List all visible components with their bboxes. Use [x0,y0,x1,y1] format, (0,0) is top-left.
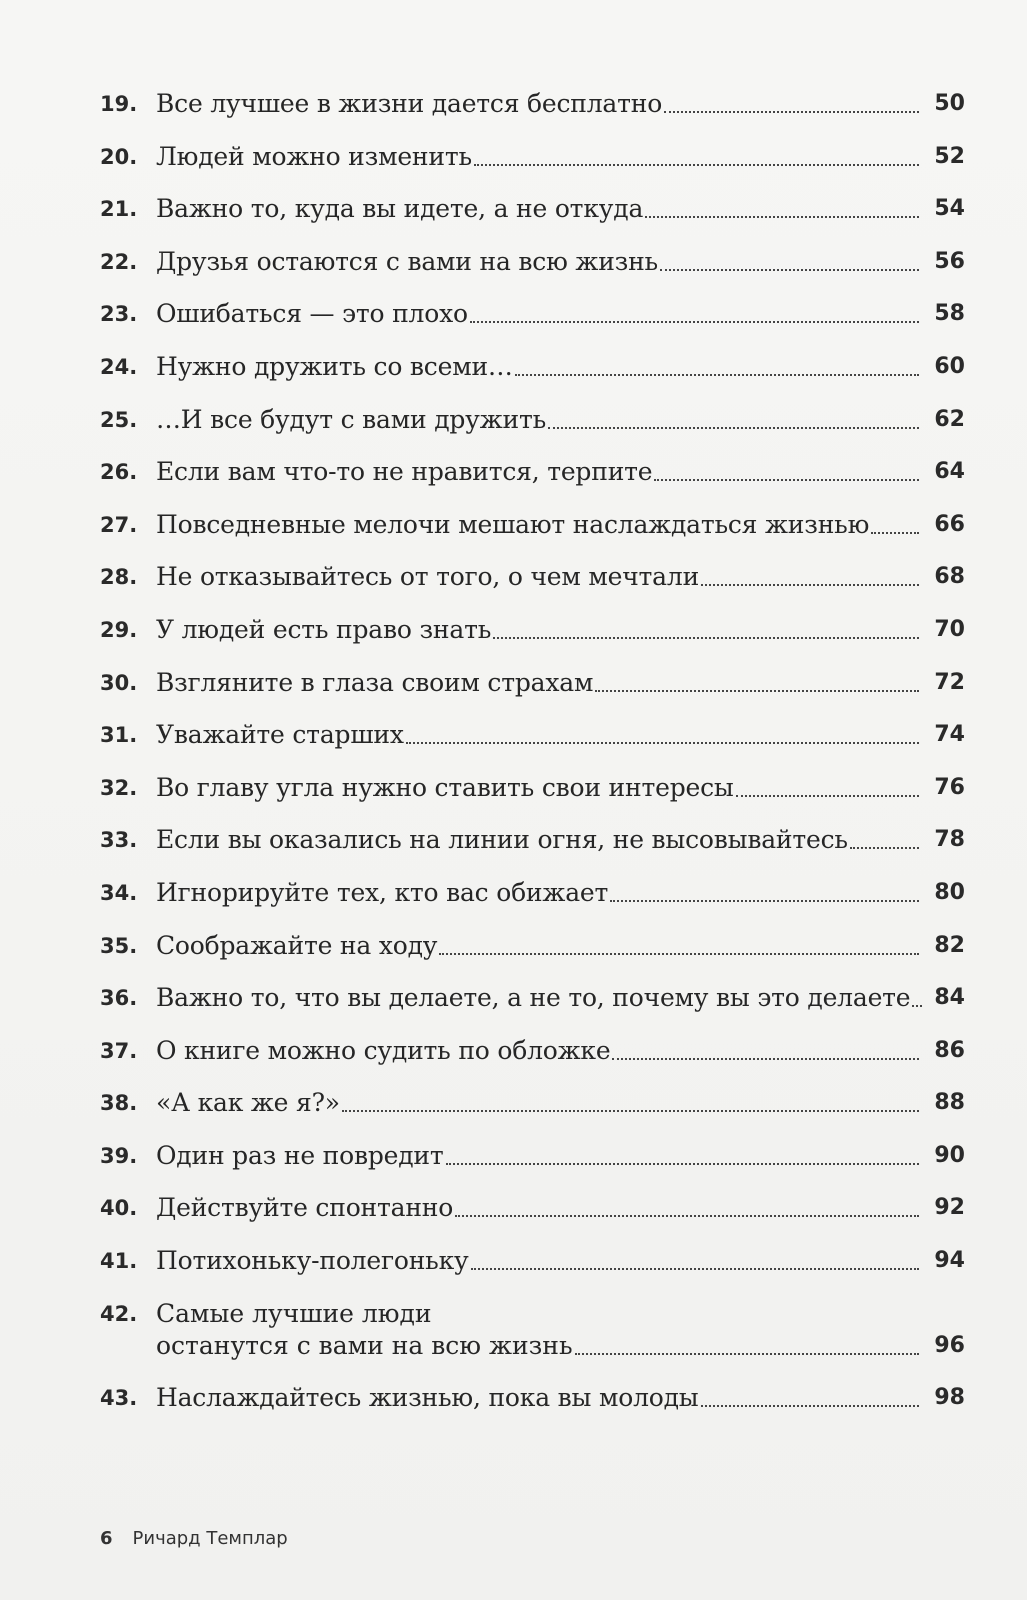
dot-leader [660,269,919,271]
toc-entry [100,982,965,1014]
toc-entry-title-wrap [156,1298,923,1362]
toc-entry-number: 42. [100,1301,138,1326]
toc-entry [100,877,965,909]
dot-leader [470,321,919,323]
toc-entry-number: 38. [100,1091,138,1116]
toc-entry-number: 22. [100,249,138,274]
toc-entry-number: 29. [100,617,138,642]
dot-leader [871,532,919,534]
toc-entry-title-wrap [156,772,923,804]
toc-entry-title-wrap [156,1192,923,1224]
toc-entry-page: 62 [934,406,965,432]
toc-entry-title-wrap [156,1245,923,1277]
dot-leader [474,164,919,166]
toc-entry-title-wrap [156,1382,923,1414]
toc-entry-title-wrap [156,1035,923,1067]
footer-page-number: 6 [100,1528,113,1549]
toc-entry-title-wrap [156,141,923,173]
toc-entry-page: 66 [934,511,965,537]
toc-entry-title-wrap [156,246,923,278]
toc-entry-number: 37. [100,1038,138,1063]
toc-entry-number: 25. [100,407,138,432]
toc-entry-title: Ошибаться — это плохо [156,299,468,329]
toc-entry-title-line: Самые лучшие люди [156,1298,432,1328]
dot-leader [912,1005,922,1007]
toc-entry [100,141,965,173]
toc-entry-title: Не отказывайтесь от того, о чем мечтали [156,562,700,592]
toc-entry-title: Если вам что-то не нравится, терпите [156,457,653,487]
toc-entry-title-wrap [156,930,923,962]
toc-entry-page: 54 [934,196,965,222]
toc-entry-number: 36. [100,986,138,1011]
toc-entry-title: Если вы оказались на линии огня, не высовывайтесь [156,825,848,855]
toc-entry [100,1382,965,1414]
toc-entry-title: Соображайте на ходу [156,930,438,960]
dot-leader [645,216,919,218]
toc-entry-page: 94 [934,1248,965,1274]
dot-leader [654,479,919,481]
toc-entry-title: Наслаждайтесь жизнью, пока вы молоды [156,1382,699,1412]
dot-leader [515,374,919,376]
toc-entry-number: 40. [100,1196,138,1221]
toc-entry-title: «А как же я?» [156,1088,340,1118]
dot-leader [342,1110,919,1112]
toc-entry [100,1035,965,1067]
toc-entry-title-wrap [156,614,923,646]
toc-entry-page: 92 [934,1195,965,1221]
dot-leader [701,584,919,586]
toc-entry-page: 86 [934,1037,965,1063]
toc-entry-title: Во главу угла нужно ставить свои интересы [156,772,734,802]
toc-entry-number: 23. [100,302,138,327]
toc-entry-title: Один раз не повредит [156,1140,444,1170]
toc-entry-title: У людей есть право знать [156,614,492,644]
toc-entry [100,772,965,804]
toc-entry [100,1298,965,1362]
toc-entry-number: 34. [100,880,138,905]
dot-leader [850,847,919,849]
toc-entry-number: 33. [100,828,138,853]
toc-entry-title: Все лучшее в жизни дается бесплатно [156,89,663,118]
dot-leader [446,1163,919,1165]
dot-leader [406,742,919,744]
dot-leader [548,427,919,429]
footer-author: Ричард Темплар [132,1528,288,1549]
toc-entry-number: 24. [100,354,138,379]
toc-entry-title: Друзья остаются с вами на всю жизнь [156,246,658,276]
toc-entry [100,351,965,383]
toc-entry-page: 84 [934,985,965,1011]
toc-entry-number: 21. [100,197,138,222]
page-footer [100,1528,288,1549]
toc-entry [100,509,965,541]
toc-entry-number: 35. [100,933,138,958]
toc-entry [100,404,965,436]
dot-leader [701,1405,920,1407]
toc-entry [100,456,965,488]
toc-entry-page: 88 [934,1090,965,1116]
toc-entry-title: Потихоньку-полегоньку [156,1246,469,1276]
toc-entry-title-wrap [156,877,923,909]
toc-entry [100,88,965,120]
toc-entry-page: 98 [934,1384,965,1410]
toc-entry [100,1087,965,1119]
toc-entry [100,667,965,699]
toc-entry-page: 96 [934,1332,965,1358]
toc-entry-page: 68 [934,564,965,590]
toc-entry-number: 43. [100,1385,138,1410]
toc-entry-title: Повседневные мелочи мешают наслаждаться жизнью [156,509,870,539]
toc-entry [100,824,965,856]
toc-entry-title: О книге можно судить по обложке [156,1035,611,1065]
toc-entry-number: 19. [100,92,138,116]
toc-entry-title: Действуйте спонтанно [156,1193,454,1223]
toc-entry-number: 32. [100,775,138,800]
toc-entry-page: 64 [934,459,965,485]
toc-entry-page: 80 [934,879,965,905]
toc-entry-page: 60 [934,353,965,379]
toc-entry-title: Уважайте старших [156,720,404,750]
dot-leader [612,1058,919,1060]
toc-entry-title-wrap [156,456,923,488]
toc-entry [100,298,965,330]
toc-entry-page: 76 [934,774,965,800]
toc-entry-title-line: останутся с вами на всю жизнь [156,1330,573,1360]
toc-entry [100,614,965,646]
toc-entry-page: 70 [934,616,965,642]
toc-entry-page: 56 [934,248,965,274]
toc-entry-title: …И все будут с вами дружить [156,404,546,434]
toc-entry-page: 52 [934,143,965,169]
toc-entry [100,561,965,593]
table-of-contents [100,88,965,1434]
toc-entry-page: 74 [934,722,965,748]
toc-entry [100,1140,965,1172]
toc-entry-page: 72 [934,669,965,695]
dot-leader [471,1268,920,1270]
dot-leader [610,900,919,902]
toc-entry-title: Взгляните в глаза своим страхам [156,667,594,697]
dot-leader [736,795,919,797]
toc-entry-title-wrap [156,667,923,699]
toc-entry [100,719,965,751]
toc-entry-title: Важно то, что вы делаете, а не то, почему вы это делаете [156,983,911,1013]
toc-entry-number: 41. [100,1249,138,1274]
toc-entry [100,930,965,962]
toc-entry-title-wrap [156,1140,923,1172]
toc-entry-title-wrap [156,561,923,593]
dot-leader [664,111,919,113]
toc-entry-number: 27. [100,512,138,537]
toc-entry-title: Важно то, куда вы идете, а не откуда [156,194,644,224]
toc-entry-title-wrap [156,824,923,856]
toc-entry [100,1245,965,1277]
toc-entry-title-wrap [156,298,923,330]
dot-leader [455,1215,919,1217]
toc-entry-number: 39. [100,1143,138,1168]
toc-entry-number: 20. [100,144,138,169]
toc-entry-page: 58 [934,301,965,327]
dot-leader [595,690,919,692]
dot-leader [493,637,919,639]
toc-entry-title-wrap [156,1087,923,1119]
toc-entry [100,193,965,225]
toc-entry-title-wrap [156,88,923,120]
toc-entry-title-wrap [156,193,923,225]
toc-entry-title-wrap [156,509,923,541]
toc-entry-title-wrap [156,982,923,1014]
toc-entry-page: 50 [934,91,965,116]
toc-entry-title-wrap [156,404,923,436]
toc-entry-page: 90 [934,1142,965,1168]
toc-entry-page: 82 [934,932,965,958]
toc-entry-title: Нужно дружить со всеми… [156,351,513,381]
toc-entry-title-wrap [156,719,923,751]
toc-entry-title: Игнорируйте тех, кто вас обижает [156,877,609,907]
toc-entry-title: Людей можно изменить [156,141,472,171]
toc-entry-number: 30. [100,670,138,695]
dot-leader [439,953,919,955]
dot-leader [575,1353,919,1355]
toc-entry-title-wrap [156,351,923,383]
toc-entry-number: 28. [100,565,138,590]
toc-entry-number: 31. [100,723,138,748]
toc-entry [100,246,965,278]
toc-entry [100,1192,965,1224]
toc-entry-number: 26. [100,460,138,485]
toc-entry-page: 78 [934,827,965,853]
toc-entry-title [156,1298,573,1362]
